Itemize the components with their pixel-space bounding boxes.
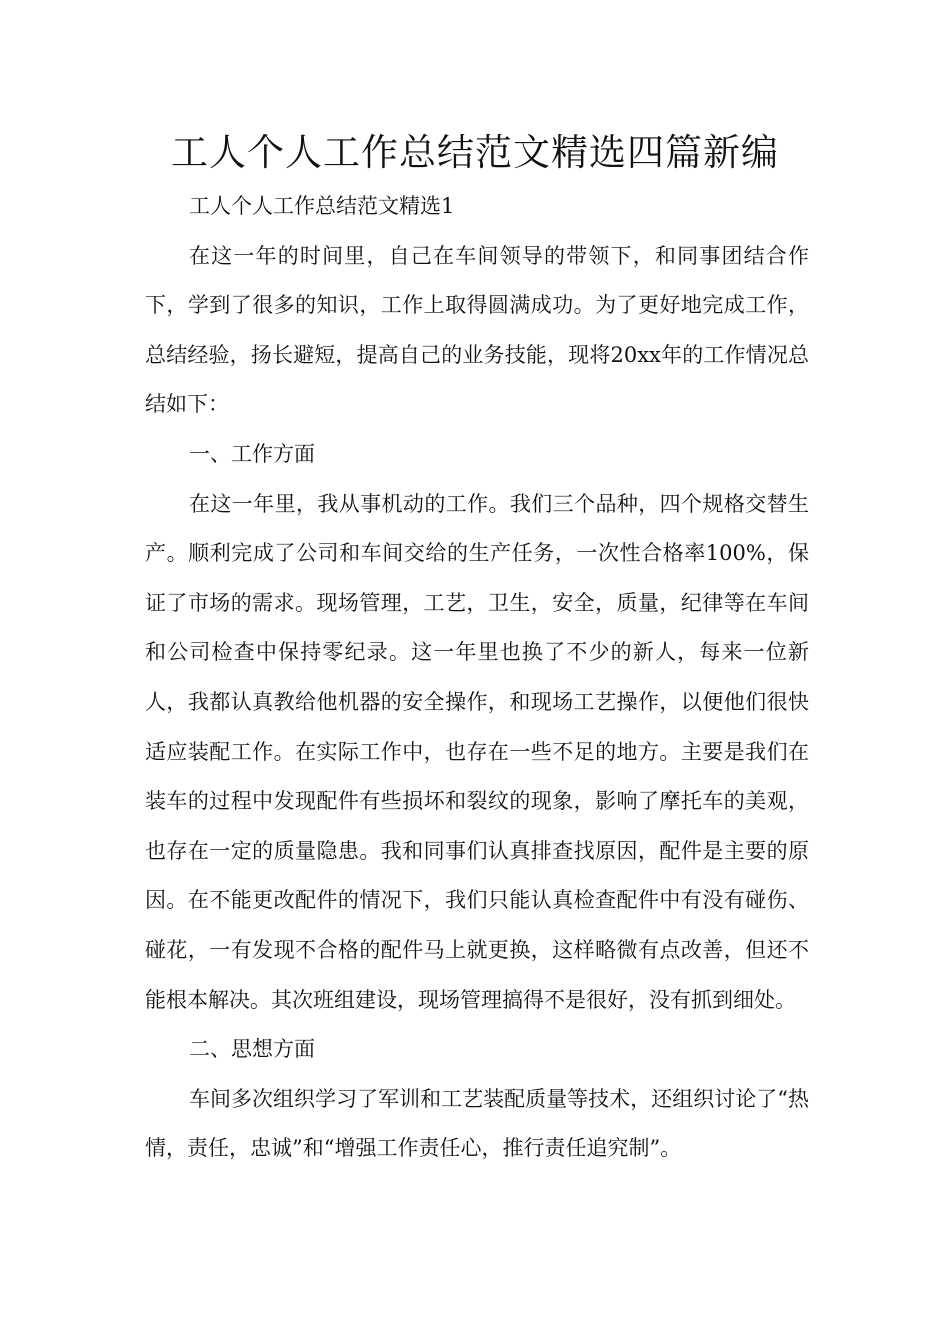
section-heading-work: 一、工作方面 [189,441,315,466]
section-heading-1: 工人个人工作总结范文精选1 [189,194,455,218]
document-title: 工人个人工作总结范文精选四篇新编 [171,131,779,174]
document-body [145,182,809,1174]
section-heading-thought: 二、思想方面 [189,1037,315,1062]
paragraph-work: 在这一年里，我从事机动的工作。我们三个品种，四个规格交替生产。顺利完成了公司和车间交给的生产任务，一次性合格率100%，保证了市场的需求。现场管理，工艺，卫生，安全，质量，纪律等在车间和公司检查中保持零纪录。这一年里也换了不少的新人，每来一位新人，我都认真教给他机器的安全操作，和现场工艺操作，以便他们很快适应装配工作。在实际工作中，也存在一些不足的地方。主要是我们在装车的过程中发现配件有些损坏和裂纹的现象，影响了摩托车的美观，也存在一定的质量隐患。我和同事们认真排查找原因，配件是主要的原因。在不能更改配件的情况下，我们只能认真检查配件中有没有碰伤、碰花，一有发现不合格的配件马上就更换，这样略微有点改善，但还不能根本解决。其次班组建设，现场管理搞得不是很好，没有抓到细处。 [145,491,809,1012]
paragraph-intro: 在这一年的时间里，自己在车间领导的带领下，和同事团结合作下，学到了很多的知识，工作上取得圆满成功。为了更好地完成工作，总结经验，扬长避短，提高自己的业务技能，现将20xx年的工作情况总结如下： [145,243,809,417]
paragraph-thought: 车间多次组织学习了军训和工艺装配质量等技术，还组织讨论了“热情，责任，忠诚”和“增强工作责任心，推行责任追究制”。 [145,1086,809,1161]
